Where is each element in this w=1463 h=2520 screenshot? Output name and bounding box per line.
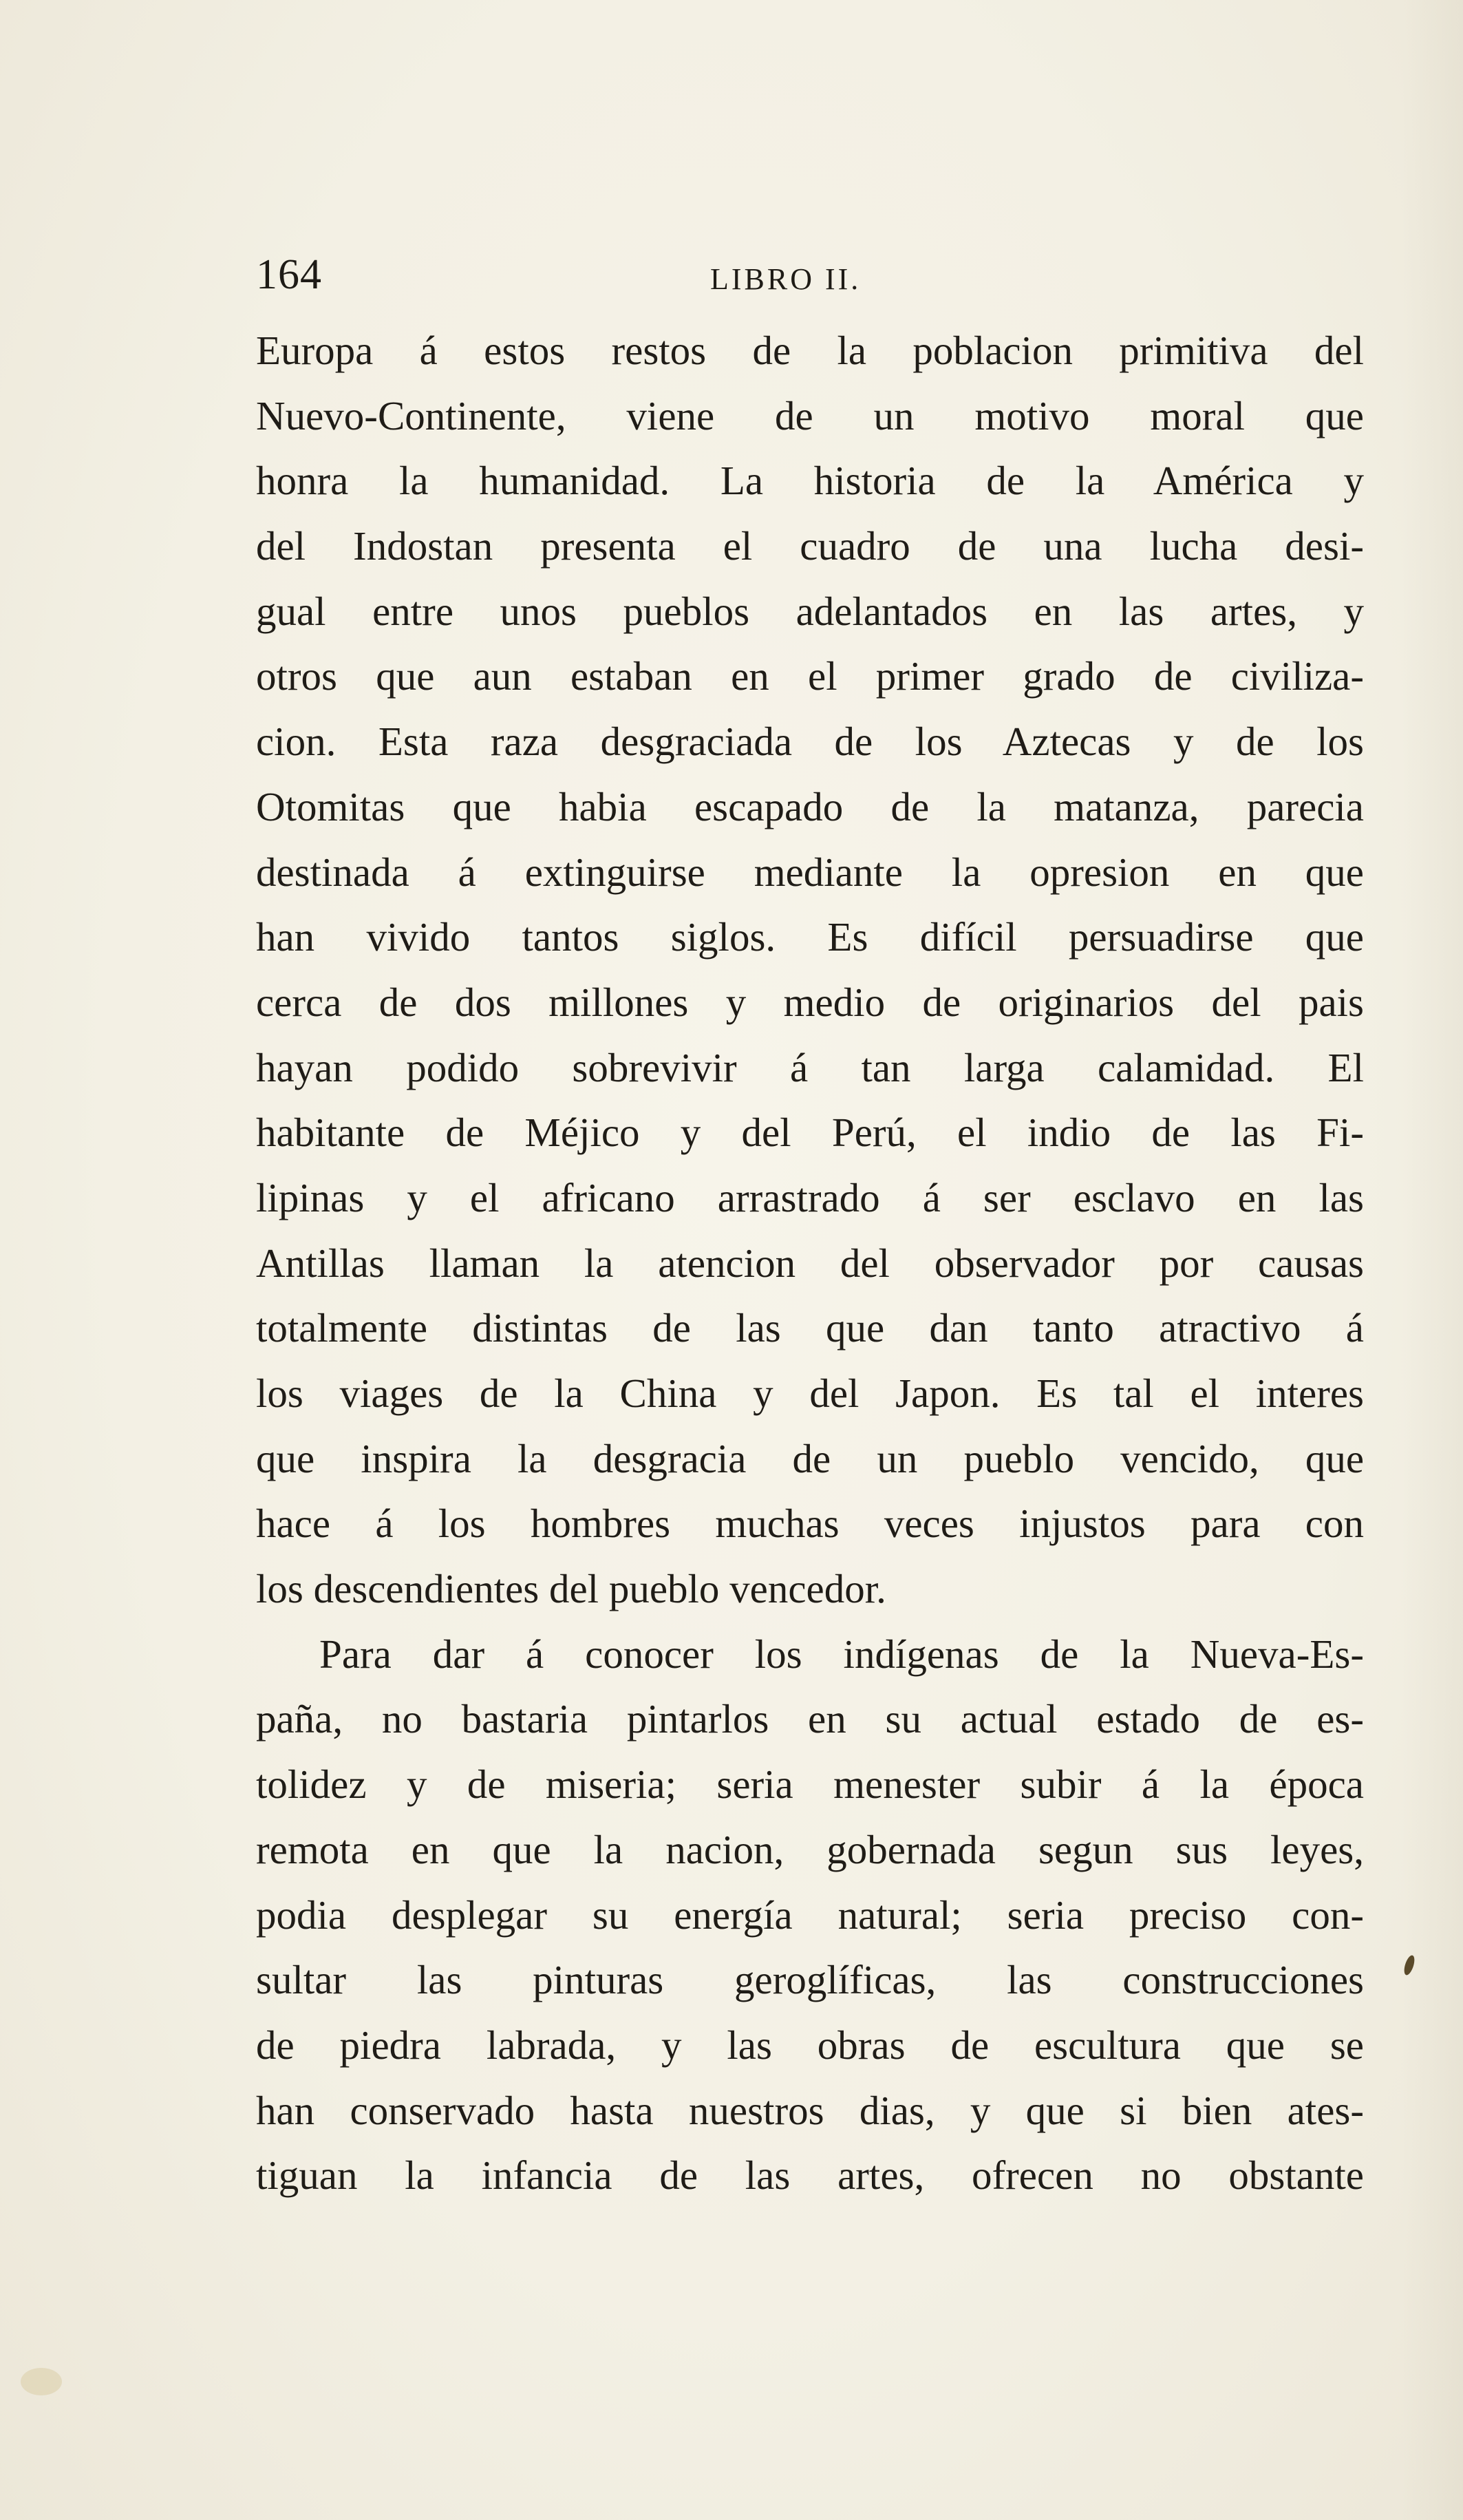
- text-line: del Indostan presenta el cuadro de una lucha desi-: [256, 523, 1364, 569]
- text-line: que inspira la desgracia de un pueblo vencido, que: [256, 1435, 1364, 1481]
- body-text: [256, 318, 1364, 2208]
- text-line: gual entre unos pueblos adelantados en las artes, y: [256, 588, 1364, 634]
- text-line: tiguan la infancia de las artes, ofrecen no obstante: [256, 2152, 1364, 2199]
- text-line: lipinas y el africano arrastrado á ser esclavo en las: [256, 1174, 1364, 1220]
- text-line: cion. Esta raza desgraciada de los Aztecas y de los: [256, 719, 1364, 765]
- text-line: han conservado hasta nuestros dias, y que si bien ates-: [256, 2087, 1364, 2133]
- text-line: de piedra labrada, y las obras de escultura que se: [256, 2022, 1364, 2068]
- text-line: Otomitas que habia escapado de la matanza, parecia: [256, 783, 1364, 829]
- paper-stain: [21, 2368, 62, 2395]
- text-line: Para dar á conocer los indígenas de la Nueva-Es-: [319, 1631, 1364, 1677]
- text-line: otros que aun estaban en el primer grado de civiliza-: [256, 653, 1364, 699]
- text-line: totalmente distintas de las que dan tanto atractivo á: [256, 1305, 1364, 1351]
- page-edge-shading: [1401, 0, 1463, 2520]
- text-line: Nuevo-Continente, viene de un motivo moral que: [256, 392, 1364, 438]
- running-title: LIBRO II.: [710, 262, 862, 296]
- text-line: tolidez y de miseria; seria menester subir á la época: [256, 1761, 1364, 1808]
- text-line: destinada á extinguirse mediante la opresion en que: [256, 849, 1364, 895]
- text-line: han vivido tantos siglos. Es difícil persuadirse que: [256, 914, 1364, 960]
- text-line: Antillas llaman la atencion del observador por causas: [256, 1240, 1364, 1286]
- running-head: [256, 234, 1364, 310]
- paragraph-1: [256, 318, 1364, 1622]
- text-line: podia desplegar su energía natural; seria preciso con-: [256, 1892, 1364, 1938]
- text-line: paña, no bastaria pintarlos en su actual estado de es-: [256, 1696, 1364, 1742]
- text-line: los descendientes del pueblo vencedor.: [256, 1566, 886, 1612]
- text-line: honra la humanidad. La historia de la América y: [256, 458, 1364, 504]
- text-line: los viages de la China y del Japon. Es tal el interes: [256, 1370, 1364, 1416]
- text-line: hayan podido sobrevivir á tan larga calamidad. El: [256, 1044, 1364, 1090]
- page-number: 164: [256, 251, 322, 298]
- text-line: hace á los hombres muchas veces injustos para con: [256, 1501, 1364, 1547]
- text-line: Europa á estos restos de la poblacion primitiva del: [256, 328, 1364, 373]
- text-line: sultar las pinturas geroglíficas, las construcciones: [256, 1957, 1364, 2003]
- text-line: remota en que la nacion, gobernada segun sus leyes,: [256, 1826, 1364, 1872]
- paragraph-2: [256, 1622, 1364, 2208]
- text-line: cerca de dos millones y medio de originarios del pais: [256, 979, 1364, 1025]
- text-line: habitante de Méjico y del Perú, el indio de las Fi-: [256, 1110, 1364, 1156]
